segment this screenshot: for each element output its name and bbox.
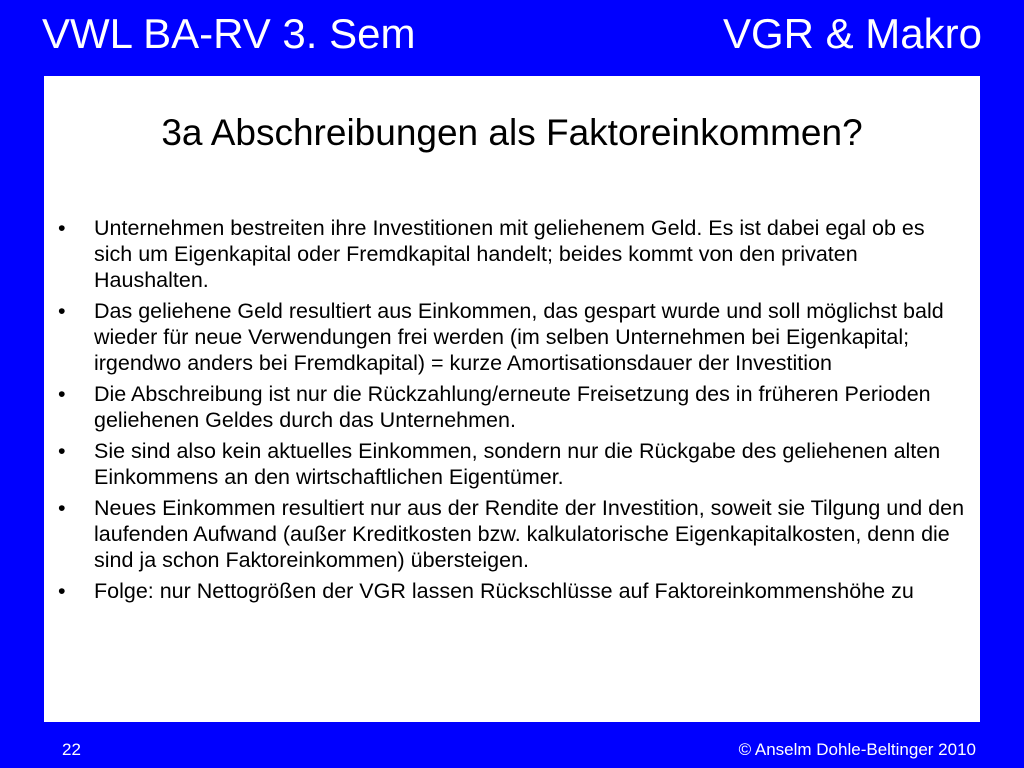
bullet-item xyxy=(58,381,968,433)
bullet-item xyxy=(58,578,968,604)
bullet-icon: • xyxy=(58,299,66,323)
bullet-icon: • xyxy=(58,216,66,240)
bullet-item xyxy=(58,215,968,293)
bullet-text: Das geliehene Geld resultiert aus Einkommen, das gespart wurde und soll möglichst bald wieder für neue Verwendungen frei werden (im selben Unternehmen bei Eigenkapital; irgendwo anders bei Fremdkapital) = kurze Amortisationsdauer der Investition xyxy=(94,299,944,375)
bullet-text: Folge: nur Nettogrößen der VGR lassen Rückschlüsse auf Faktoreinkommenshöhe zu xyxy=(94,579,914,603)
bullet-text: Sie sind also kein aktuelles Einkommen, sondern nur die Rückgabe des geliehenen alten Einkommens an den wirtschaftlichen Eigentümer. xyxy=(94,439,941,489)
copyright-notice: © Anselm Dohle-Beltinger 2010 xyxy=(738,740,976,759)
bullet-text: Neues Einkommen resultiert nur aus der Rendite der Investition, soweit sie Tilgung und den laufenden Aufwand (außer Kreditkosten bzw. kalkulatorische Eigenkapitalkosten, denn die sind ja schon Faktoreinkommen) übersteigen. xyxy=(94,496,965,572)
bullet-icon: • xyxy=(58,439,66,463)
bullet-text: Die Abschreibung ist nur die Rückzahlung/erneute Freisetzung des in früheren Perioden geliehenen Geldes durch das Unternehmen. xyxy=(94,382,931,432)
bullet-item xyxy=(58,438,968,490)
bullet-item xyxy=(58,298,968,376)
slide-title: 3a Abschreibungen als Faktoreinkommen? xyxy=(161,112,863,153)
topic-title: VGR & Makro xyxy=(722,10,982,57)
bullet-icon: • xyxy=(58,579,66,603)
bullet-icon: • xyxy=(58,496,66,520)
bullet-icon: • xyxy=(58,382,66,406)
bullet-text: Unternehmen bestreiten ihre Investitionen mit geliehenem Geld. Es ist dabei egal ob es sich um Eigenkapital oder Fremdkapital handelt; beides kommt von den privaten Haushalten. xyxy=(94,216,925,292)
bullet-item xyxy=(58,495,968,573)
page-number: 22 xyxy=(62,740,81,759)
bullet-list xyxy=(58,215,968,609)
course-title: VWL BA-RV 3. Sem xyxy=(42,10,416,57)
